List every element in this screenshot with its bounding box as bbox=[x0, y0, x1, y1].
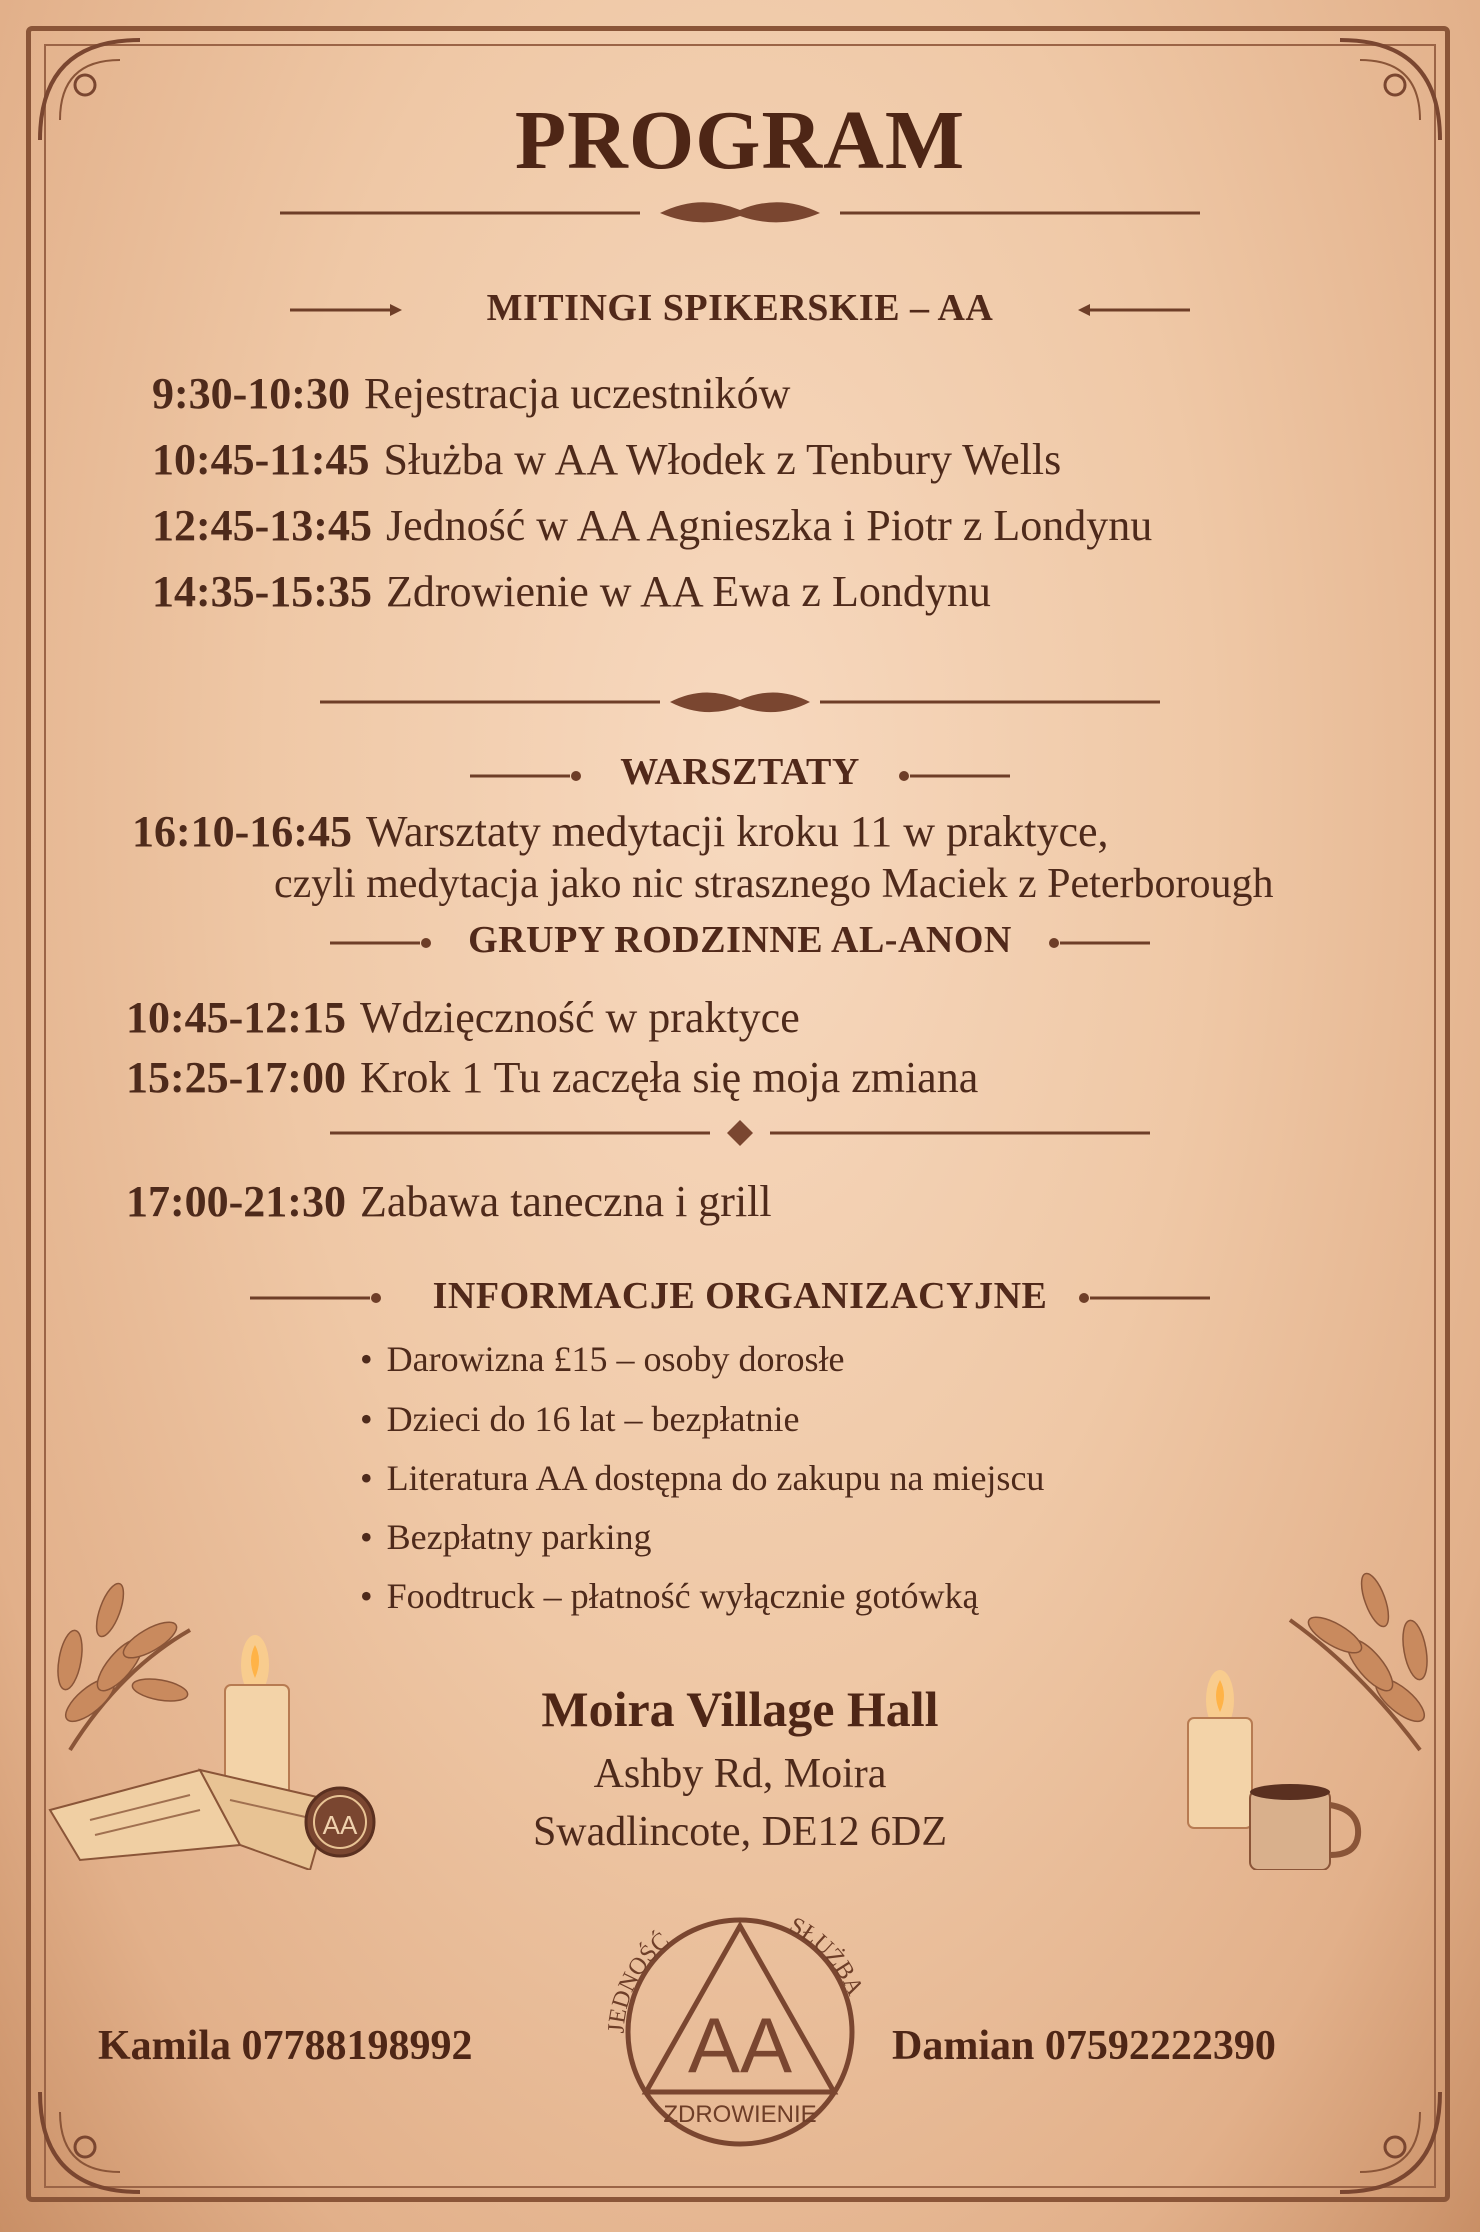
right-illustration bbox=[1040, 1450, 1450, 1870]
schedule-row: 10:45-12:15 Wdzięczność w praktyce bbox=[126, 993, 800, 1042]
schedule-row: 12:45-13:45 Jedność w AA Agnieszka i Piotr z Londynu bbox=[152, 501, 1153, 550]
schedule-row: 9:30-10:30 Rejestracja uczestników bbox=[152, 369, 791, 418]
contact-right: Damian 07592222390 bbox=[892, 2023, 1276, 2069]
schedule-row: 14:35-15:35 Zdrowienie w AA Ewa z Londynu bbox=[152, 567, 991, 616]
schedule-row: 10:45-11:45 Służba w AA Włodek z Tenbury Wells bbox=[152, 435, 1062, 484]
workshop-row: 16:10-16:45 Warsztaty medytacji kroku 11 w praktyce, bbox=[132, 807, 1109, 856]
left-illustration bbox=[30, 1450, 430, 1870]
info-list-item: • Dzieci do 16 lat – bezpłatnie bbox=[360, 1399, 800, 1439]
corner-ornament-bottom-left bbox=[30, 2082, 150, 2202]
diamond-divider bbox=[330, 1118, 1150, 1148]
page-title: PROGRAM bbox=[514, 94, 966, 187]
logo-word-bottom: ZDROWIENIE bbox=[663, 2101, 817, 2128]
section-flourish bbox=[320, 680, 1160, 724]
logo-word-left: JEDNOŚĆ bbox=[603, 1927, 675, 2034]
corner-ornament-bottom-right bbox=[1330, 2082, 1450, 2202]
logo-center: AA bbox=[687, 2001, 793, 2089]
workshop-row-continuation: czyli medytacja jako nic strasznego Maciek z Peterborough bbox=[274, 861, 1274, 907]
info-list-item: • Literatura AA dostępna do zakupu na miejscu bbox=[360, 1458, 1045, 1498]
info-list-item: • Bezpłatny parking bbox=[360, 1517, 652, 1557]
workshops-heading: WARSZTATY bbox=[620, 751, 860, 793]
aa-logo bbox=[572, 1896, 908, 2148]
schedule-row-party: 17:00-21:30 Zabawa taneczna i grill bbox=[126, 1177, 772, 1226]
schedule-row: 15:25-17:00 Krok 1 Tu zaczęła się moja zmiana bbox=[126, 1053, 979, 1102]
logo-word-right: SŁUŻBA bbox=[784, 1912, 869, 2000]
title-flourish bbox=[280, 188, 1200, 238]
contact-left: Kamila 07788198992 bbox=[98, 2023, 473, 2069]
info-heading: INFORMACJE ORGANIZACYJNE bbox=[432, 1275, 1048, 1317]
venue-address-line2: Swadlincote, DE12 6DZ bbox=[532, 1809, 948, 1855]
info-list-item: • Foodtruck – płatność wyłącznie gotówką bbox=[360, 1576, 979, 1616]
alanon-heading: GRUPY RODZINNE AL-ANON bbox=[468, 919, 1012, 961]
coin-label: AA bbox=[322, 1810, 358, 1840]
info-list-item: • Darowizna £15 – osoby dorosłe bbox=[360, 1339, 845, 1379]
venue-address-line1: Ashby Rd, Moira bbox=[593, 1751, 887, 1797]
venue-name: Moira Village Hall bbox=[541, 1681, 939, 1737]
speakers-heading: MITINGI SPIKERSKIE – AA bbox=[486, 287, 994, 329]
